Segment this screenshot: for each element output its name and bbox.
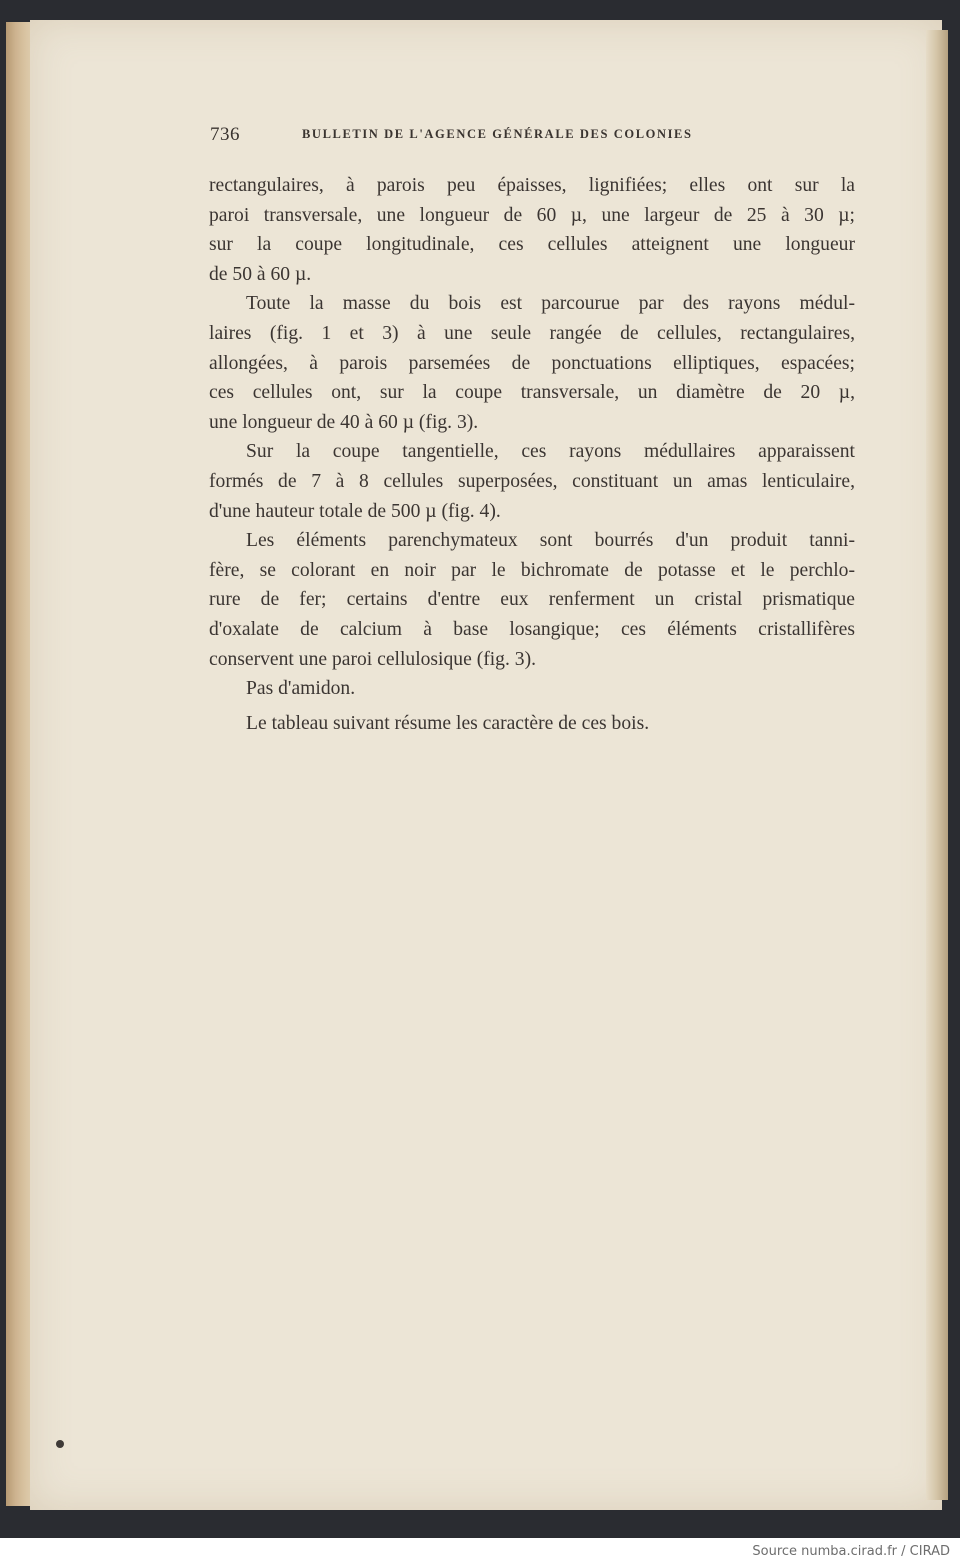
text-line: formés de 7 à 8 cellules superposées, constituant un amas lenticulaire,	[209, 470, 855, 492]
body-text	[209, 171, 855, 738]
text-line: rectangulaires, à parois peu épaisses, lignifiées; elles ont sur la	[209, 175, 855, 196]
text-line: Sur la coupe tangentielle, ces rayons médullaires apparaissent	[246, 441, 855, 463]
text-line: de 50 à 60 µ.	[209, 263, 312, 285]
source-credit: Source numba.cirad.fr / CIRAD	[752, 1544, 950, 1559]
journal-title: BULLETIN DE L'AGENCE GÉNÉRALE DES COLONIES	[302, 127, 693, 141]
text-line: allongées, à parois parsemées de ponctuations elliptiques, espacées;	[209, 352, 855, 374]
text-line: Toute la masse du bois est parcourue par des rayons médul-	[246, 293, 855, 315]
page-number: 736	[210, 124, 240, 145]
text-line: paroi transversale, une longueur de 60 µ, une largeur de 25 à 30 µ;	[209, 204, 855, 226]
text-line: sur la coupe longitudinale, ces cellules atteignent une longueur	[209, 234, 855, 256]
ink-spot	[56, 1440, 64, 1448]
text-line: laires (fig. 1 et 3) à une seule rangée de cellules, rectangulaires,	[209, 322, 855, 344]
text-line: Les éléments parenchymateux sont bourrés d'un produit tanni-	[246, 530, 855, 552]
text-line: d'une hauteur totale de 500 µ (fig. 4).	[209, 500, 501, 522]
text-line: conservent une paroi cellulosique (fig. 3).	[209, 648, 536, 670]
text-line: une longueur de 40 à 60 µ (fig. 3).	[209, 411, 479, 433]
text-line: Le tableau suivant résume les caractère de ces bois.	[246, 712, 650, 734]
text-line: rure de fer; certains d'entre eux renferment un cristal prismatique	[209, 589, 855, 611]
text-line: Pas d'amidon.	[246, 678, 356, 700]
running-head	[210, 124, 860, 150]
text-line: ces cellules ont, sur la coupe transversale, un diamètre de 20 µ,	[209, 382, 855, 404]
page-gutter-edge	[926, 30, 948, 1500]
text-line: fère, se colorant en noir par le bichromate de potasse et le perchlo-	[209, 559, 855, 581]
text-line: d'oxalate de calcium à base losangique; ces éléments cristallifères	[209, 618, 855, 640]
